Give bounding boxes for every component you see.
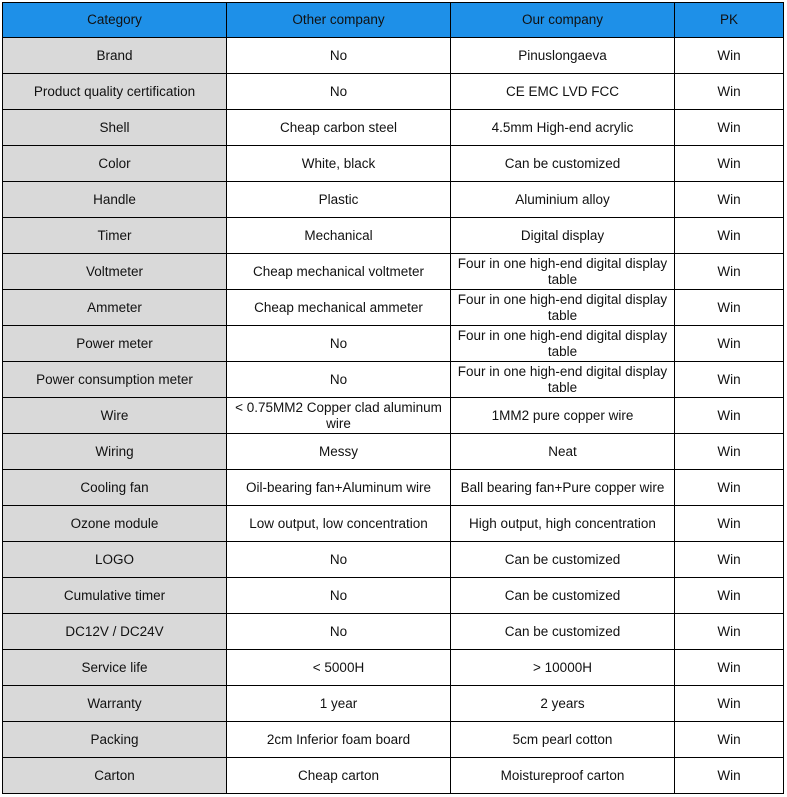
our-company-cell: Can be customized — [451, 542, 675, 578]
other-company-cell: < 5000H — [227, 650, 451, 686]
our-company-cell: > 10000H — [451, 650, 675, 686]
pk-cell: Win — [675, 722, 784, 758]
our-company-cell: Digital display — [451, 218, 675, 254]
our-company-cell: 1MM2 pure copper wire — [451, 398, 675, 434]
pk-cell: Win — [675, 470, 784, 506]
category-cell: Power consumption meter — [3, 362, 227, 398]
category-cell: Ammeter — [3, 290, 227, 326]
other-company-cell: No — [227, 74, 451, 110]
table-row — [3, 542, 784, 578]
category-cell: Carton — [3, 758, 227, 794]
pk-cell: Win — [675, 290, 784, 326]
pk-cell: Win — [675, 758, 784, 794]
category-cell: Wiring — [3, 434, 227, 470]
table-row — [3, 38, 784, 74]
table-row — [3, 254, 784, 290]
our-company-cell: Can be customized — [451, 614, 675, 650]
our-company-cell: Four in one high-end digital display table — [451, 362, 675, 398]
other-company-cell: Cheap mechanical voltmeter — [227, 254, 451, 290]
category-cell: Cumulative timer — [3, 578, 227, 614]
our-company-cell: Ball bearing fan+Pure copper wire — [451, 470, 675, 506]
category-cell: Voltmeter — [3, 254, 227, 290]
other-company-cell: Cheap carton — [227, 758, 451, 794]
our-company-cell: CE EMC LVD FCC — [451, 74, 675, 110]
other-company-cell: White, black — [227, 146, 451, 182]
other-company-cell: No — [227, 326, 451, 362]
category-cell: DC12V / DC24V — [3, 614, 227, 650]
table-row — [3, 218, 784, 254]
table-row — [3, 614, 784, 650]
other-company-cell: Cheap mechanical ammeter — [227, 290, 451, 326]
category-cell: Brand — [3, 38, 227, 74]
other-company-cell: Plastic — [227, 182, 451, 218]
other-company-cell: Oil-bearing fan+Aluminum wire — [227, 470, 451, 506]
table-row — [3, 686, 784, 722]
other-company-cell: No — [227, 614, 451, 650]
pk-cell: Win — [675, 578, 784, 614]
our-company-cell: 2 years — [451, 686, 675, 722]
table-row — [3, 182, 784, 218]
table-row — [3, 506, 784, 542]
our-company-cell: 4.5mm High-end acrylic — [451, 110, 675, 146]
other-company-cell: 2cm Inferior foam board — [227, 722, 451, 758]
our-company-cell: Can be customized — [451, 146, 675, 182]
pk-cell: Win — [675, 614, 784, 650]
pk-cell: Win — [675, 362, 784, 398]
our-company-cell: 5cm pearl cotton — [451, 722, 675, 758]
other-company-cell: No — [227, 38, 451, 74]
table-row — [3, 74, 784, 110]
table-row — [3, 758, 784, 794]
category-cell: Product quality certification — [3, 74, 227, 110]
category-cell: Cooling fan — [3, 470, 227, 506]
other-company-cell: No — [227, 542, 451, 578]
table-row — [3, 650, 784, 686]
category-cell: Warranty — [3, 686, 227, 722]
table-row — [3, 326, 784, 362]
comparison-table-container — [2, 2, 784, 794]
pk-cell: Win — [675, 218, 784, 254]
category-cell: Timer — [3, 218, 227, 254]
header-our-company: Our company — [451, 3, 675, 38]
pk-cell: Win — [675, 398, 784, 434]
category-cell: Packing — [3, 722, 227, 758]
our-company-cell: Aluminium alloy — [451, 182, 675, 218]
category-cell: Wire — [3, 398, 227, 434]
our-company-cell: Can be customized — [451, 578, 675, 614]
other-company-cell: Cheap carbon steel — [227, 110, 451, 146]
table-row — [3, 146, 784, 182]
header-row — [3, 3, 784, 38]
category-cell: Service life — [3, 650, 227, 686]
header-other-company: Other company — [227, 3, 451, 38]
header-category: Category — [3, 3, 227, 38]
other-company-cell: Mechanical — [227, 218, 451, 254]
table-row — [3, 290, 784, 326]
other-company-cell: No — [227, 362, 451, 398]
table-body — [3, 38, 784, 794]
pk-cell: Win — [675, 686, 784, 722]
table-row — [3, 434, 784, 470]
our-company-cell: Four in one high-end digital display table — [451, 290, 675, 326]
our-company-cell: Four in one high-end digital display table — [451, 254, 675, 290]
pk-cell: Win — [675, 542, 784, 578]
other-company-cell: Messy — [227, 434, 451, 470]
table-row — [3, 578, 784, 614]
pk-cell: Win — [675, 254, 784, 290]
pk-cell: Win — [675, 74, 784, 110]
category-cell: LOGO — [3, 542, 227, 578]
table-row — [3, 362, 784, 398]
our-company-cell: High output, high concentration — [451, 506, 675, 542]
pk-cell: Win — [675, 506, 784, 542]
pk-cell: Win — [675, 434, 784, 470]
other-company-cell: Low output, low concentration — [227, 506, 451, 542]
category-cell: Handle — [3, 182, 227, 218]
pk-cell: Win — [675, 146, 784, 182]
table-row — [3, 110, 784, 146]
comparison-table — [2, 2, 784, 794]
pk-cell: Win — [675, 650, 784, 686]
pk-cell: Win — [675, 38, 784, 74]
category-cell: Power meter — [3, 326, 227, 362]
pk-cell: Win — [675, 182, 784, 218]
header-pk: PK — [675, 3, 784, 38]
category-cell: Ozone module — [3, 506, 227, 542]
other-company-cell: < 0.75MM2 Copper clad aluminum wire — [227, 398, 451, 434]
table-row — [3, 398, 784, 434]
pk-cell: Win — [675, 110, 784, 146]
category-cell: Shell — [3, 110, 227, 146]
pk-cell: Win — [675, 326, 784, 362]
category-cell: Color — [3, 146, 227, 182]
our-company-cell: Neat — [451, 434, 675, 470]
our-company-cell: Four in one high-end digital display table — [451, 326, 675, 362]
table-row — [3, 470, 784, 506]
our-company-cell: Moistureproof carton — [451, 758, 675, 794]
our-company-cell: Pinuslongaeva — [451, 38, 675, 74]
table-row — [3, 722, 784, 758]
other-company-cell: No — [227, 578, 451, 614]
other-company-cell: 1 year — [227, 686, 451, 722]
